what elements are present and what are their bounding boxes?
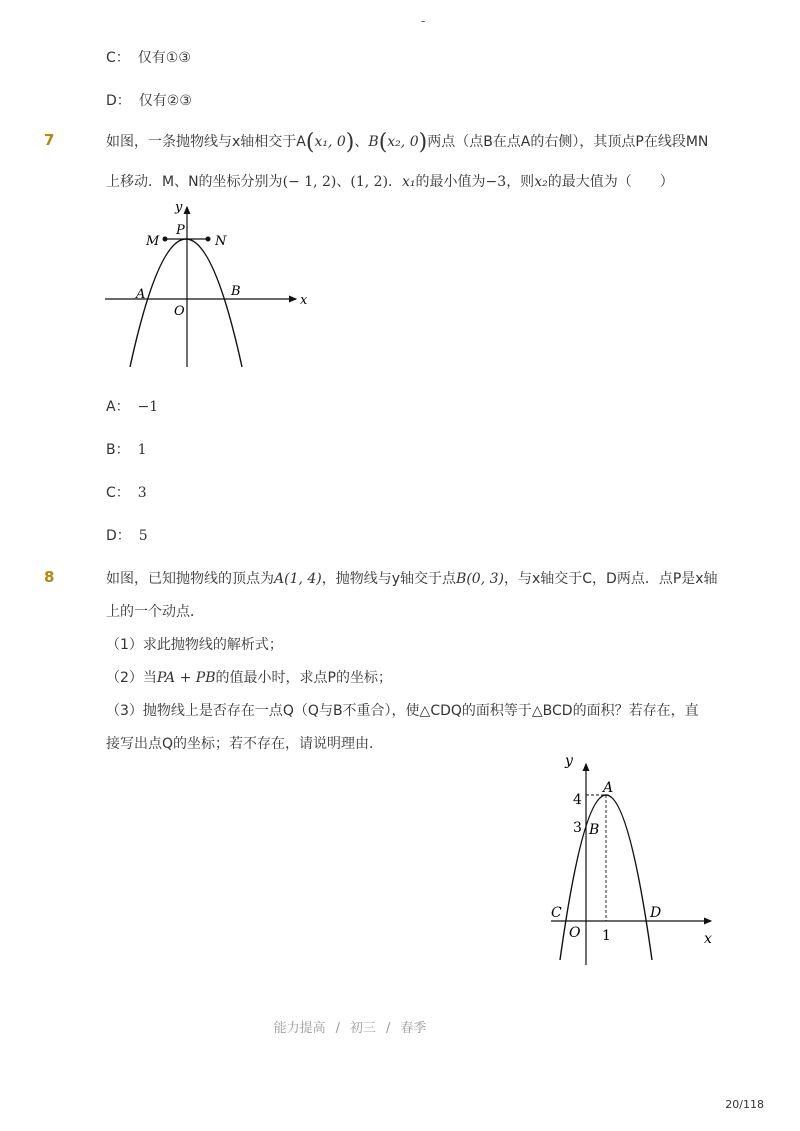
label-a: A	[603, 780, 614, 796]
label-x: x	[704, 931, 712, 947]
label-3: 3	[573, 820, 582, 836]
label-o: O	[569, 925, 581, 941]
page-number: 20/118	[725, 1098, 764, 1111]
point-m	[163, 237, 168, 242]
q8-parabola-figure	[548, 750, 718, 968]
q8-sub-3-line-2: 接写出点Q的坐标；若不存在，请说明理由．	[106, 736, 384, 752]
label-y: y	[565, 753, 573, 769]
point-n	[206, 237, 211, 242]
prev-option-c: C： 仅有①③	[106, 50, 191, 66]
q7-option-a: A： −1	[106, 399, 159, 415]
q7-option-c: C： 3	[106, 485, 147, 501]
label-c: C	[551, 905, 562, 921]
q8-sub-3-line-1: （3）抛物线上是否存在一点Q（Q与B不重合），使△CDQ的面积等于△BCD的面积？若存在，直	[106, 703, 699, 719]
label-m: M	[146, 234, 160, 249]
label-a: A	[136, 287, 146, 302]
parabola-curve	[130, 239, 242, 367]
q8-sub-2: （2）当PA + PB的值最小时，求点P的坐标；	[106, 670, 392, 686]
label-b: B	[589, 822, 600, 838]
label-4: 4	[573, 792, 582, 808]
q7-parabola-figure	[100, 195, 315, 375]
q7-line-1: 如图，一条抛物线与x轴相交于A(x₁, 0)、B(x₂, 0)两点（点B在点A的右侧），其顶点P在线段MN	[106, 130, 709, 155]
footer-course: 能力提高 / 初三 / 春季	[273, 1021, 427, 1036]
prev-option-d: D： 仅有②③	[106, 93, 192, 109]
q8-line-1: 如图，已知抛物线的顶点为A(1, 4)，抛物线与y轴交于点B(0, 3)，与x轴交于C，D两点．点P是x轴	[106, 571, 718, 587]
question-number-7: 7	[44, 131, 55, 149]
question-number-8: 8	[44, 568, 55, 586]
label-y: y	[175, 200, 183, 215]
header-mark: -	[421, 14, 426, 28]
label-x: x	[300, 293, 308, 308]
label-p: P	[176, 223, 185, 238]
label-1: 1	[602, 928, 611, 944]
q8-sub-1: （1）求此抛物线的解析式；	[106, 637, 283, 653]
q8-line-2: 上的一个动点．	[106, 604, 204, 620]
q7-option-b: B： 1	[106, 442, 147, 458]
q7-line-2: 上移动．M、N的坐标分别为(− 1, 2)、(1, 2)．x₁的最小值为−3，则x₂的最大值为（ ）	[106, 174, 674, 190]
label-b: B	[231, 284, 241, 299]
q7-option-d: D： 5	[106, 528, 148, 544]
label-o: O	[174, 304, 185, 319]
label-d: D	[650, 905, 662, 921]
label-n: N	[215, 234, 227, 249]
